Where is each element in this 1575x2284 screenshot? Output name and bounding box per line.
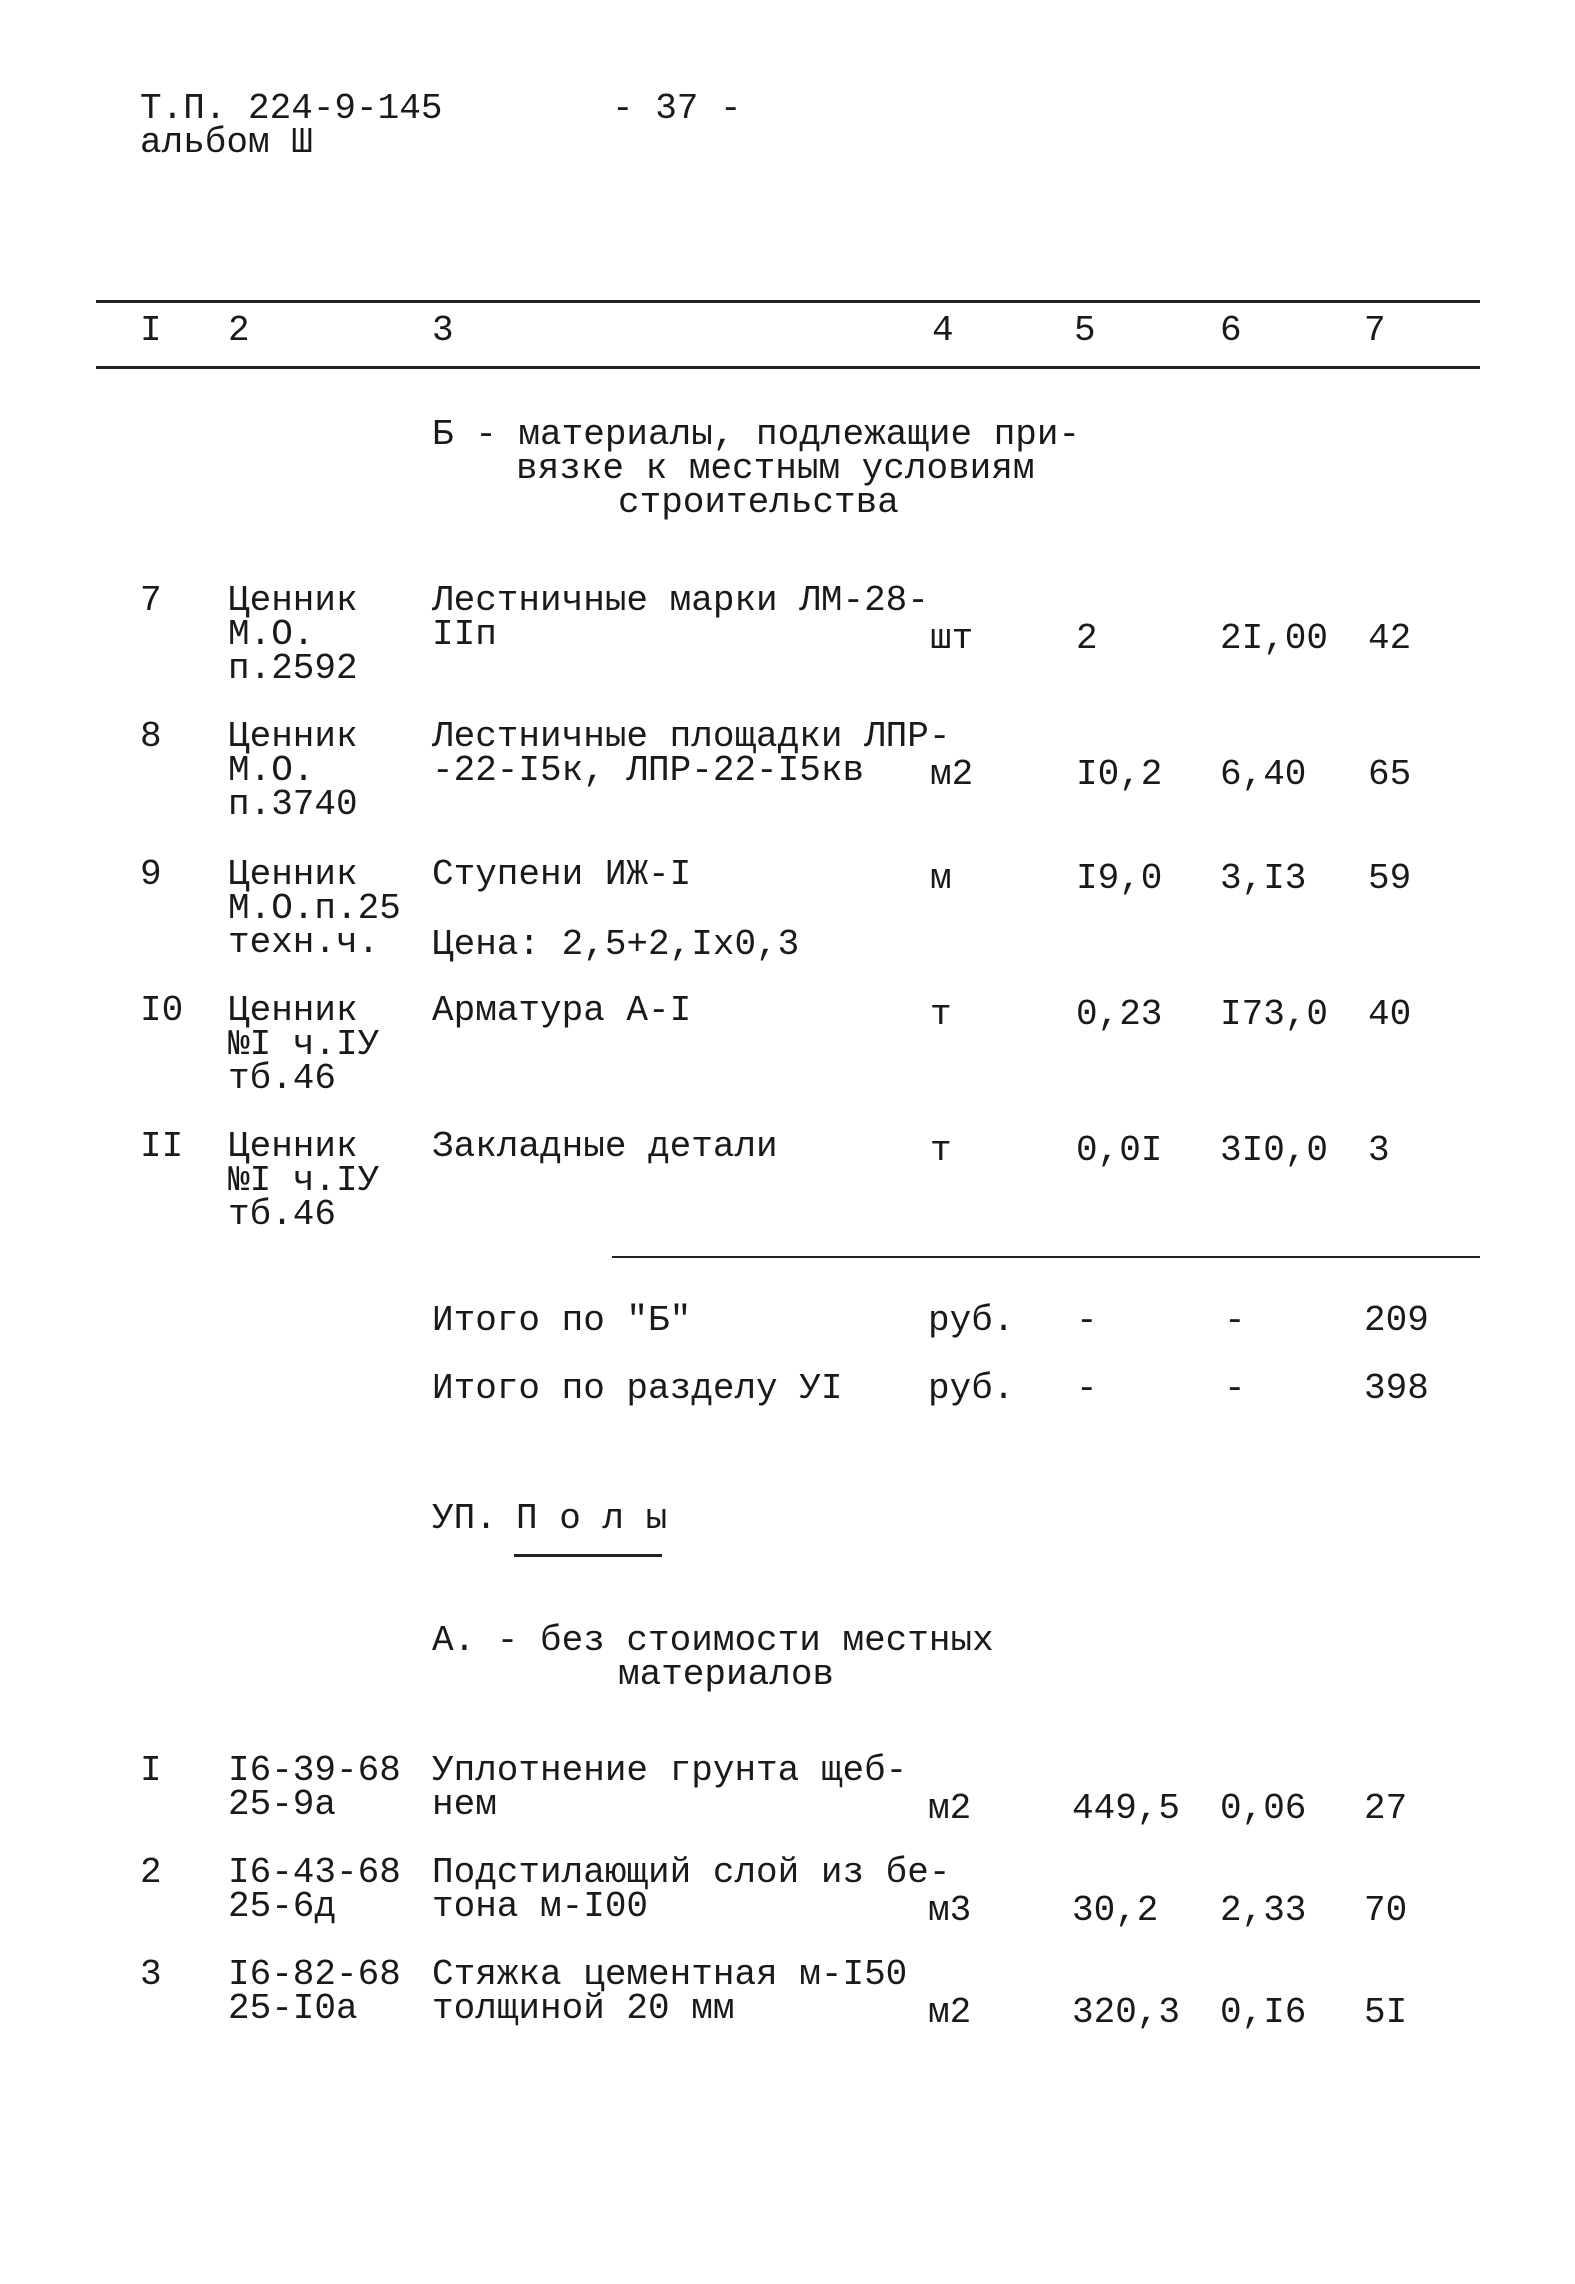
unit-cell: м2 bbox=[928, 1788, 972, 1829]
quantity-cell: 449,5 bbox=[1072, 1788, 1181, 1829]
item-name-line: -22-I5к, ЛПР-22-I5кв bbox=[432, 750, 865, 791]
price-ref-line: М.О.п.25 bbox=[228, 888, 401, 929]
norm-ref-line: 25-I0а bbox=[228, 1988, 358, 2029]
unit-cell: т bbox=[930, 1130, 952, 1171]
unit-price-cell: I73,0 bbox=[1220, 994, 1329, 1035]
price-ref-line: Ценник bbox=[228, 990, 358, 1031]
unit-cell: м bbox=[930, 858, 952, 899]
subtotal-rule bbox=[612, 1256, 1480, 1258]
total-price-dash: - bbox=[1224, 1368, 1246, 1409]
unit-cell: м2 bbox=[928, 1992, 972, 2033]
item-name-line: Арматура А-I bbox=[432, 990, 692, 1031]
item-name-line: тона м-I00 bbox=[432, 1886, 649, 1927]
price-ref-line: Ценник bbox=[228, 716, 358, 757]
total-value: 209 bbox=[1364, 1300, 1429, 1341]
price-ref-line: М.О. bbox=[228, 750, 315, 791]
price-ref-line: тб.46 bbox=[228, 1058, 337, 1099]
unit-price-cell: 6,40 bbox=[1220, 754, 1307, 795]
total-unit: руб. bbox=[928, 1300, 1015, 1341]
quantity-cell: 0,0I bbox=[1076, 1130, 1163, 1171]
item-name-line: нем bbox=[432, 1784, 497, 1825]
total-qty-dash: - bbox=[1076, 1300, 1098, 1341]
price-ref-line: п.2592 bbox=[228, 648, 358, 689]
column-header-4: 4 bbox=[932, 310, 954, 351]
quantity-cell: 320,3 bbox=[1072, 1992, 1181, 2033]
item-name-line: Закладные детали bbox=[432, 1126, 778, 1167]
unit-price-cell: 3I0,0 bbox=[1220, 1130, 1329, 1171]
section-vii-title-underline bbox=[514, 1554, 662, 1557]
total-cell: 70 bbox=[1364, 1890, 1408, 1931]
table-row-num: I bbox=[140, 1750, 162, 1791]
album-label: альбом Ш bbox=[140, 122, 313, 163]
norm-ref-line: I6-43-68 bbox=[228, 1852, 401, 1893]
price-ref-line: тб.46 bbox=[228, 1194, 337, 1235]
total-label: Итого по "Б" bbox=[432, 1300, 692, 1341]
column-header-6: 6 bbox=[1220, 310, 1242, 351]
total-price-dash: - bbox=[1224, 1300, 1246, 1341]
quantity-cell: I9,0 bbox=[1076, 858, 1163, 899]
column-header-2: 2 bbox=[228, 310, 250, 351]
total-cell: 59 bbox=[1368, 858, 1412, 899]
norm-ref-line: 25-9а bbox=[228, 1784, 337, 1825]
column-header-5: 5 bbox=[1074, 310, 1096, 351]
section-vii-subtitle-line-1: А. - без стоимости местных bbox=[432, 1620, 994, 1661]
total-cell: 42 bbox=[1368, 618, 1412, 659]
unit-price-cell: 3,I3 bbox=[1220, 858, 1307, 899]
unit-cell: шт bbox=[930, 618, 974, 659]
price-ref-line: №I ч.IУ bbox=[228, 1024, 380, 1065]
total-label: Итого по разделу УI bbox=[432, 1368, 843, 1409]
unit-price-cell: 0,I6 bbox=[1220, 1992, 1307, 2033]
price-ref-line: Ценник bbox=[228, 580, 358, 621]
norm-ref-line: I6-82-68 bbox=[228, 1954, 401, 1995]
unit-cell: т bbox=[930, 994, 952, 1035]
quantity-cell: 30,2 bbox=[1072, 1890, 1159, 1931]
column-header-3: 3 bbox=[432, 310, 454, 351]
total-cell: 3 bbox=[1368, 1130, 1390, 1171]
page-number: - 37 - bbox=[612, 88, 742, 129]
table-row-num: 8 bbox=[140, 716, 162, 757]
section-b-title-line-1: Б - материалы, подлежащие при- bbox=[432, 414, 1081, 455]
price-note: Цена: 2,5+2,Iх0,3 bbox=[432, 924, 800, 965]
price-ref-line: Ценник bbox=[228, 854, 358, 895]
table-row-num: 9 bbox=[140, 854, 162, 895]
column-header-1: I bbox=[140, 310, 162, 351]
item-name-line: толщиной 20 мм bbox=[432, 1988, 735, 2029]
table-row-num: 7 bbox=[140, 580, 162, 621]
table-top-rule bbox=[96, 300, 1480, 303]
section-b-title-line-3: строительства bbox=[618, 482, 899, 523]
table-row-num: 3 bbox=[140, 1954, 162, 1995]
table-row-num: I0 bbox=[140, 990, 184, 1031]
table-row-num: 2 bbox=[140, 1852, 162, 1893]
price-ref-line: п.3740 bbox=[228, 784, 358, 825]
column-header-7: 7 bbox=[1364, 310, 1386, 351]
unit-price-cell: 2,33 bbox=[1220, 1890, 1307, 1931]
item-name-line: Ступени ИЖ-I bbox=[432, 854, 692, 895]
total-cell: 40 bbox=[1368, 994, 1412, 1035]
section-vii-title: П о л ы bbox=[516, 1498, 668, 1539]
price-ref-line: техн.ч. bbox=[228, 922, 380, 963]
total-cell: 65 bbox=[1368, 754, 1412, 795]
item-name-line: Уплотнение грунта щеб- bbox=[432, 1750, 908, 1791]
item-name-line: Стяжка цементная м-I50 bbox=[432, 1954, 908, 1995]
unit-cell: м2 bbox=[930, 754, 974, 795]
table-header-rule bbox=[96, 366, 1480, 369]
quantity-cell: 0,23 bbox=[1076, 994, 1163, 1035]
total-cell: 5I bbox=[1364, 1992, 1408, 2033]
quantity-cell: 2 bbox=[1076, 618, 1098, 659]
quantity-cell: I0,2 bbox=[1076, 754, 1163, 795]
item-name-line: IIп bbox=[432, 614, 497, 655]
norm-ref-line: I6-39-68 bbox=[228, 1750, 401, 1791]
total-value: 398 bbox=[1364, 1368, 1429, 1409]
document-reference: Т.П. 224-9-145 bbox=[140, 88, 443, 129]
item-name-line: Лестничные площадки ЛПР- bbox=[432, 716, 951, 757]
section-vii-number: УП. bbox=[432, 1498, 497, 1539]
item-name-line: Подстилающий слой из бе- bbox=[432, 1852, 951, 1893]
unit-price-cell: 0,06 bbox=[1220, 1788, 1307, 1829]
unit-price-cell: 2I,00 bbox=[1220, 618, 1329, 659]
norm-ref-line: 25-6д bbox=[228, 1886, 337, 1927]
price-ref-line: №I ч.IУ bbox=[228, 1160, 380, 1201]
total-cell: 27 bbox=[1364, 1788, 1408, 1829]
unit-cell: м3 bbox=[928, 1890, 972, 1931]
item-name-line: Лестничные марки ЛМ-28- bbox=[432, 580, 929, 621]
total-qty-dash: - bbox=[1076, 1368, 1098, 1409]
price-ref-line: М.О. bbox=[228, 614, 315, 655]
section-b-title-line-2: вязке к местным условиям bbox=[516, 448, 1035, 489]
price-ref-line: Ценник bbox=[228, 1126, 358, 1167]
table-row-num: II bbox=[140, 1126, 184, 1167]
section-vii-subtitle-line-2: материалов bbox=[618, 1654, 835, 1695]
total-unit: руб. bbox=[928, 1368, 1015, 1409]
